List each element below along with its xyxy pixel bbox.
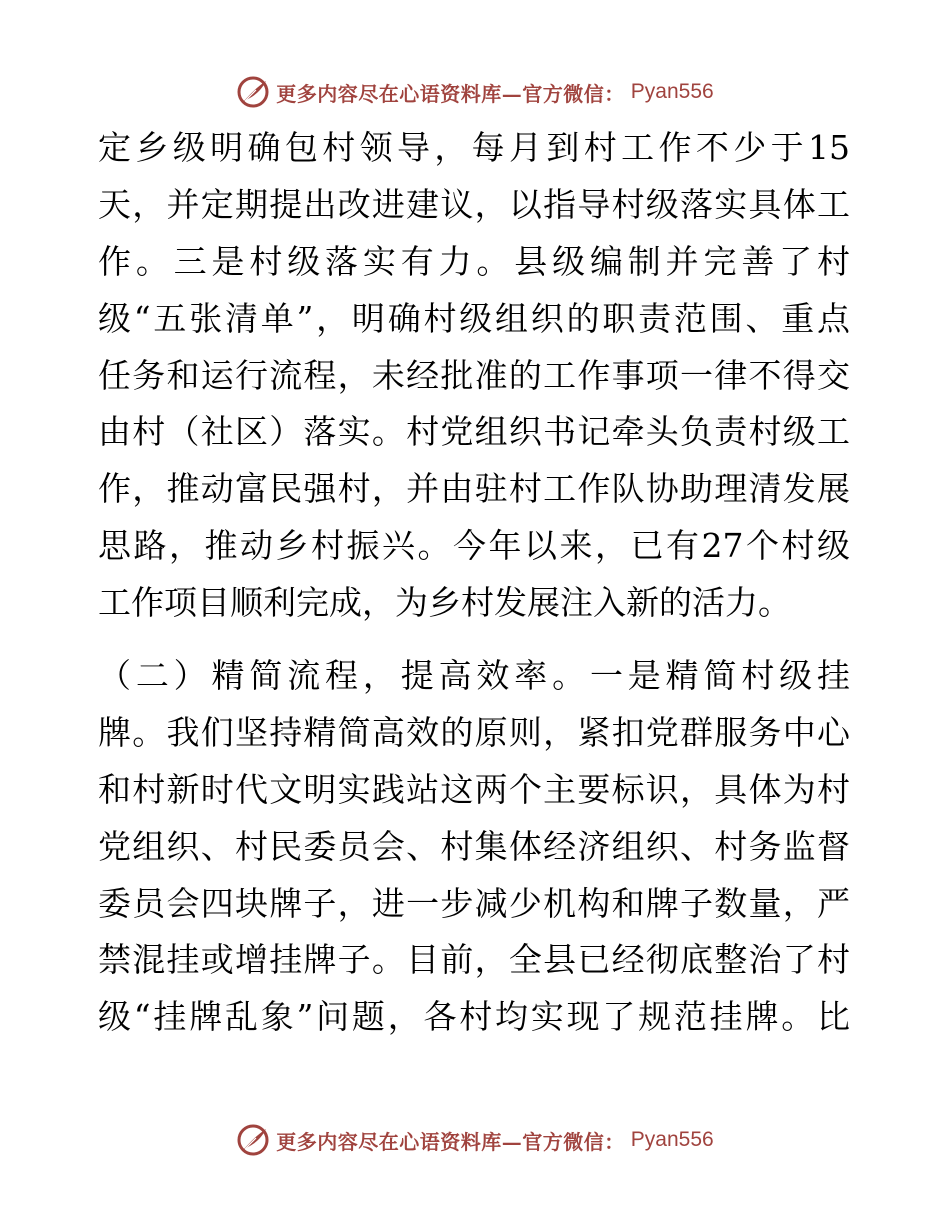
text-line: 禁混挂或增挂牌子。目前，全县已经彻底整治了村 [98,940,850,980]
text-line: 委员会四块牌子，进一步减少机构和牌子数量，严 [98,883,850,923]
text-line: 作。三是村级落实有力。县级编制并完善了村 [98,241,850,281]
quill-logo-icon [236,75,270,109]
watermark-wechat-id: Pyan556 [630,1128,714,1151]
paragraph-spacer [98,632,850,648]
paragraph-2 [98,648,850,1046]
document-body [98,120,850,1046]
text-line: 由村（社区）落实。村党组织书记牵头负责村级工 [98,412,850,452]
text-line: 和村新时代文明实践站这两个主要标识，具体为村 [98,769,850,809]
watermark-text: 更多内容尽在心语资料库—官方微信： [276,81,625,106]
footer-watermark [0,1120,950,1160]
text-line: 定乡级明确包村领导，每月到村工作不少于15 [98,128,850,167]
text-line: 级“挂牌乱象”问题，各村均实现了规范挂牌。比 [98,997,850,1037]
text-line: 任务和运行流程，未经批准的工作事项一律不得交 [98,355,850,395]
text-line: 天，并定期提出改进建议，以指导村级落实具体工 [98,184,850,224]
text-line: （二）精简流程，提高效率。一是精简村级挂 [98,656,850,696]
text-line: 牌。我们坚持精简高效的原则，紧扣党群服务中心 [98,712,850,752]
paragraph-1 [98,120,850,632]
text-line: 思路，推动乡村振兴。今年以来，已有27个村级 [98,526,850,566]
text-line: 党组织、村民委员会、村集体经济组织、村务监督 [98,826,850,866]
header-watermark [0,72,950,112]
watermark-wechat-id: Pyan556 [630,80,714,103]
watermark-text: 更多内容尽在心语资料库—官方微信： [276,1129,625,1154]
text-line: 级“五张清单”，明确村级组织的职责范围、重点 [98,298,850,338]
text-line: 工作项目顺利完成，为乡村发展注入新的活力。 [98,583,791,623]
text-line: 作，推动富民强村，并由驻村工作队协助理清发展 [98,469,850,509]
quill-logo-icon [236,1123,270,1157]
